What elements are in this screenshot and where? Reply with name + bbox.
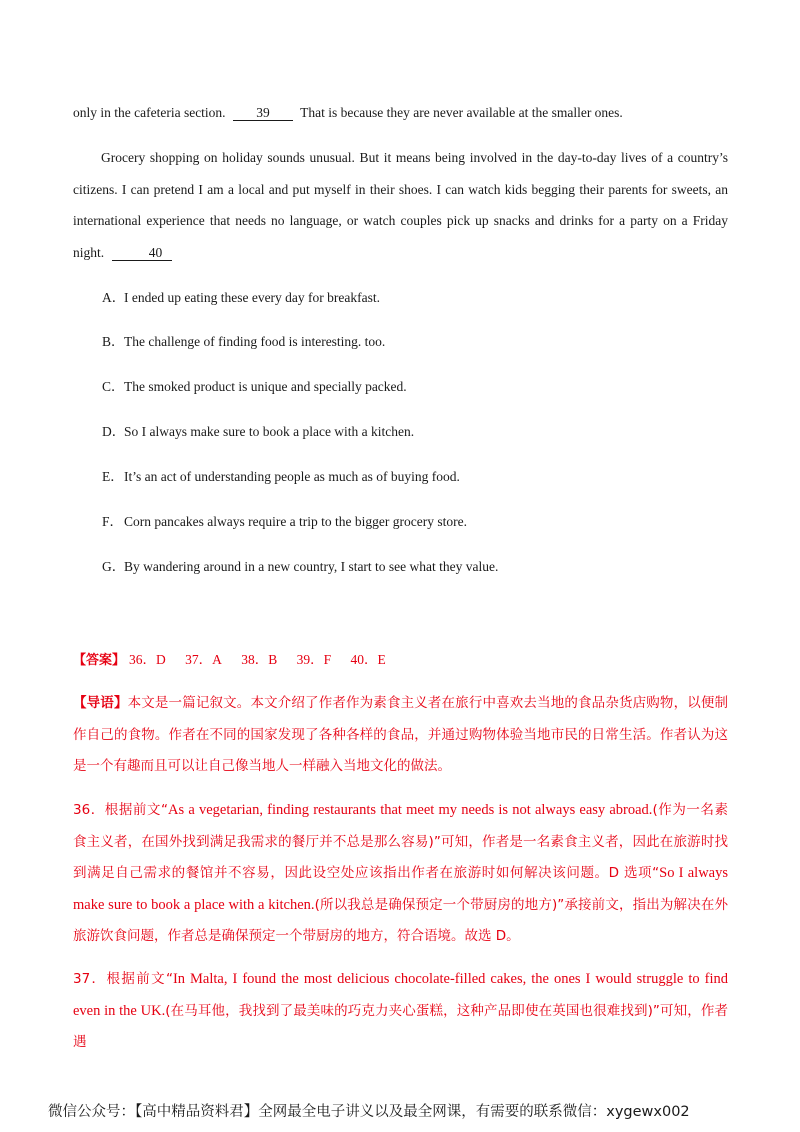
answer-line (73, 648, 402, 668)
option-letter: C． (102, 379, 125, 394)
quoted-english: As a vegetarian, finding restaurants that meet my needs is not always easy abroad. (168, 802, 653, 818)
blank-39: 39 (233, 106, 293, 121)
explanation-text: (在马耳他，我找到了最美味的巧克力夹心蛋糕，这种产品即使在英国也很难找到)”可知，作者遇 (73, 1002, 729, 1050)
option-text: It’s an act of understanding people as much as of buying food. (124, 469, 460, 484)
option-d (102, 422, 414, 442)
explanation-text: (所以我总是确保预定一个带厨房的地方)”承接前文，指出为解决在外旅游饮食问题，作者总是确保预定一个带厨房的地方，符合语境。故选 D。 (73, 896, 728, 944)
explanation-text: 根据前文“ (106, 971, 173, 987)
passage-line1-text: only in the cafeteria section. (73, 105, 226, 120)
guide-tag: 【导语】 (73, 695, 128, 711)
footer-watermark: 微信公众号：【高中精品资料君】全网最全电子讲义以及最全网课，有需要的联系微信：xygewx002 (48, 1104, 690, 1120)
passage-paragraph-2 (73, 142, 728, 268)
explanation-text: (作为一名素食主义者，在国外找到满足我需求的餐厅并不总是那么容易)”可知，作者是一名素食主义者，因此在旅游时找到满足自己需求的餐馆并不容易，因此设空处应该指出作者在旅游时如何解决该问题。D 选项“ (73, 802, 728, 881)
option-text: The smoked product is unique and specially packed. (124, 379, 407, 394)
explanation-number: 37． (73, 971, 107, 987)
quoted-english: In Malta, I found the most delicious chocolate-filled cakes, the ones I would struggle to find even in the UK. (73, 971, 728, 1019)
option-letter: E． (102, 469, 124, 484)
option-e (102, 467, 460, 487)
quoted-english: So I always make sure to book a place with a kitchen. (73, 865, 728, 913)
option-letter: G． (102, 559, 126, 574)
option-b (102, 332, 385, 352)
explanation-text: 根据前文“ (104, 802, 169, 818)
option-c (102, 377, 407, 397)
option-text: Corn pancakes always require a trip to the bigger grocery store. (124, 514, 467, 529)
explanation-36 (73, 795, 728, 953)
explanation-37 (73, 964, 728, 1059)
answer-40: 40．E (350, 652, 386, 667)
guide-paragraph (73, 688, 728, 783)
answer-tag: 【答案】 (73, 653, 126, 668)
option-letter: B． (102, 334, 125, 349)
passage-line-39 (73, 97, 728, 129)
answer-38: 38．B (241, 652, 278, 667)
option-letter: D． (102, 424, 126, 439)
option-text: The challenge of finding food is interesting. too. (124, 334, 386, 349)
answer-36: 36．D (129, 652, 166, 667)
passage-para2-text: Grocery shopping on holiday sounds unusual. But it means being involved in the day-to-day lives of a country’s citizens. I can pretend I am a local and put myself in their shoes. I can watch kids begging their parents for sweets, an international experience that needs no language, or watch couples pick up snacks and drinks for a party on a Friday night. (73, 150, 728, 260)
answer-37: 37．A (185, 652, 222, 667)
passage-line1-after: That is because they are never available at the smaller ones. (300, 105, 623, 120)
option-text: So I always make sure to book a place with a kitchen. (124, 424, 415, 439)
explanation-number: 36． (73, 802, 105, 818)
answer-39: 39．F (296, 652, 332, 667)
blank-40: 40 (112, 246, 172, 261)
option-letter: F． (102, 514, 124, 529)
option-text: By wandering around in a new country, I start to see what they value. (124, 559, 499, 574)
option-g (102, 557, 498, 577)
option-text: I ended up eating these every day for breakfast. (124, 290, 381, 305)
option-f (102, 512, 467, 532)
option-letter: A． (102, 290, 126, 305)
guide-text: 本文是一篇记叙文。本文介绍了作者作为素食主义者在旅行中喜欢去当地的食品杂货店购物，以便制作自己的食物。作者在不同的国家发现了各种各样的食品，并通过购物体验当地市民的日常生活。作者认为这是一个有趣而且可以让自己像当地人一样融入当地文化的做法。 (73, 695, 729, 774)
option-a (102, 288, 380, 308)
